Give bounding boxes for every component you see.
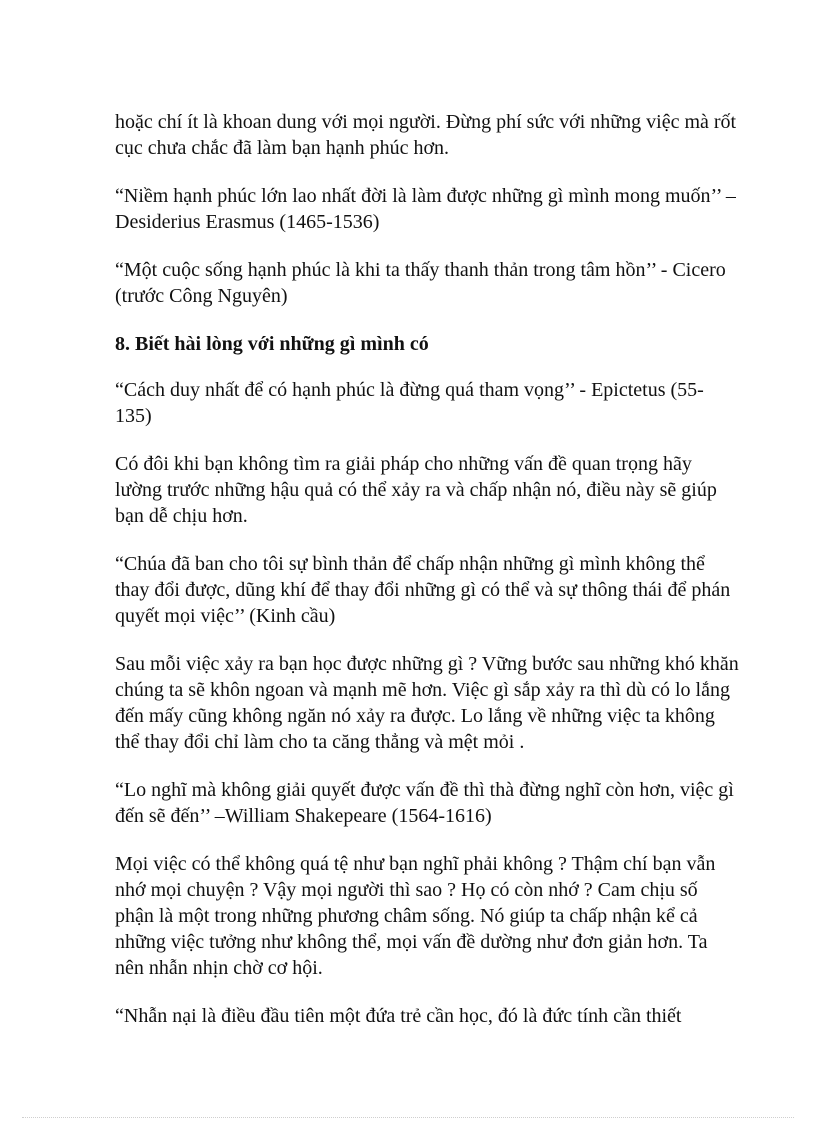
quote-paragraph: “Cách duy nhất để có hạnh phúc là đừng quá tham vọng’’ - Epictetus (55-135) [115, 379, 704, 427]
paragraph: Sau mỗi việc xảy ra bạn học được những gì ? Vững bước sau những khó khăn chúng ta sẽ khôn ngoan và mạnh mẽ hơn. Việc gì sắp xảy ra thì dù có lo lắng đến mấy cũng không ngăn nó xảy ra được. Lo lắng về những việc ta không thể thay đổi chỉ làm cho ta căng thẳng và mệt mỏi . [115, 653, 739, 753]
quote-paragraph: “Nhẫn nại là điều đầu tiên một đứa trẻ cần học, đó là đức tính cần thiết [115, 1005, 682, 1027]
section-heading: 8. Biết hài lòng với những gì mình có [115, 333, 429, 355]
paragraph: Có đôi khi bạn không tìm ra giải pháp cho những vấn đề quan trọng hãy lường trước những hậu quả có thể xảy ra và chấp nhận nó, điều này sẽ giúp bạn dễ chịu hơn. [115, 453, 717, 527]
quote-paragraph: “Một cuộc sống hạnh phúc là khi ta thấy thanh thản trong tâm hồn’’ - Cicero (trước Công Nguyên) [115, 259, 726, 307]
paragraph: Mọi việc có thể không quá tệ như bạn nghĩ phải không ? Thậm chí bạn vẫn nhớ mọi chuyện ? Vậy mọi người thì sao ? Họ có còn nhớ ? Cam chịu số phận là một trong những phương châm sống. Nó giúp ta chấp nhận kể cả những việc tưởng như không thể, mọi vấn đề dường như đơn giản hơn. Ta nên nhẫn nhịn chờ cơ hội. [115, 853, 716, 979]
quote-paragraph: “Chúa đã ban cho tôi sự bình thản để chấp nhận những gì mình không thể thay đổi được, dũng khí để thay đổi những gì có thể và sự thông thái để phán quyết mọi việc’’ (Kinh cầu) [115, 553, 731, 627]
paragraph: hoặc chí ít là khoan dung với mọi người. Đừng phí sức với những việc mà rốt cục chưa chắc đã làm bạn hạnh phúc hơn. [115, 111, 737, 159]
page-bottom-rule [22, 1117, 794, 1118]
quote-paragraph: “Niềm hạnh phúc lớn lao nhất đời là làm được những gì mình mong muốn’’ – Desiderius Erasmus (1465-1536) [115, 185, 736, 233]
document-body [115, 109, 740, 1051]
quote-paragraph: “Lo nghĩ mà không giải quyết được vấn đề thì thà đừng nghĩ còn hơn, việc gì đến sẽ đến’’ –William Shakepeare (1564-1616) [115, 779, 734, 827]
